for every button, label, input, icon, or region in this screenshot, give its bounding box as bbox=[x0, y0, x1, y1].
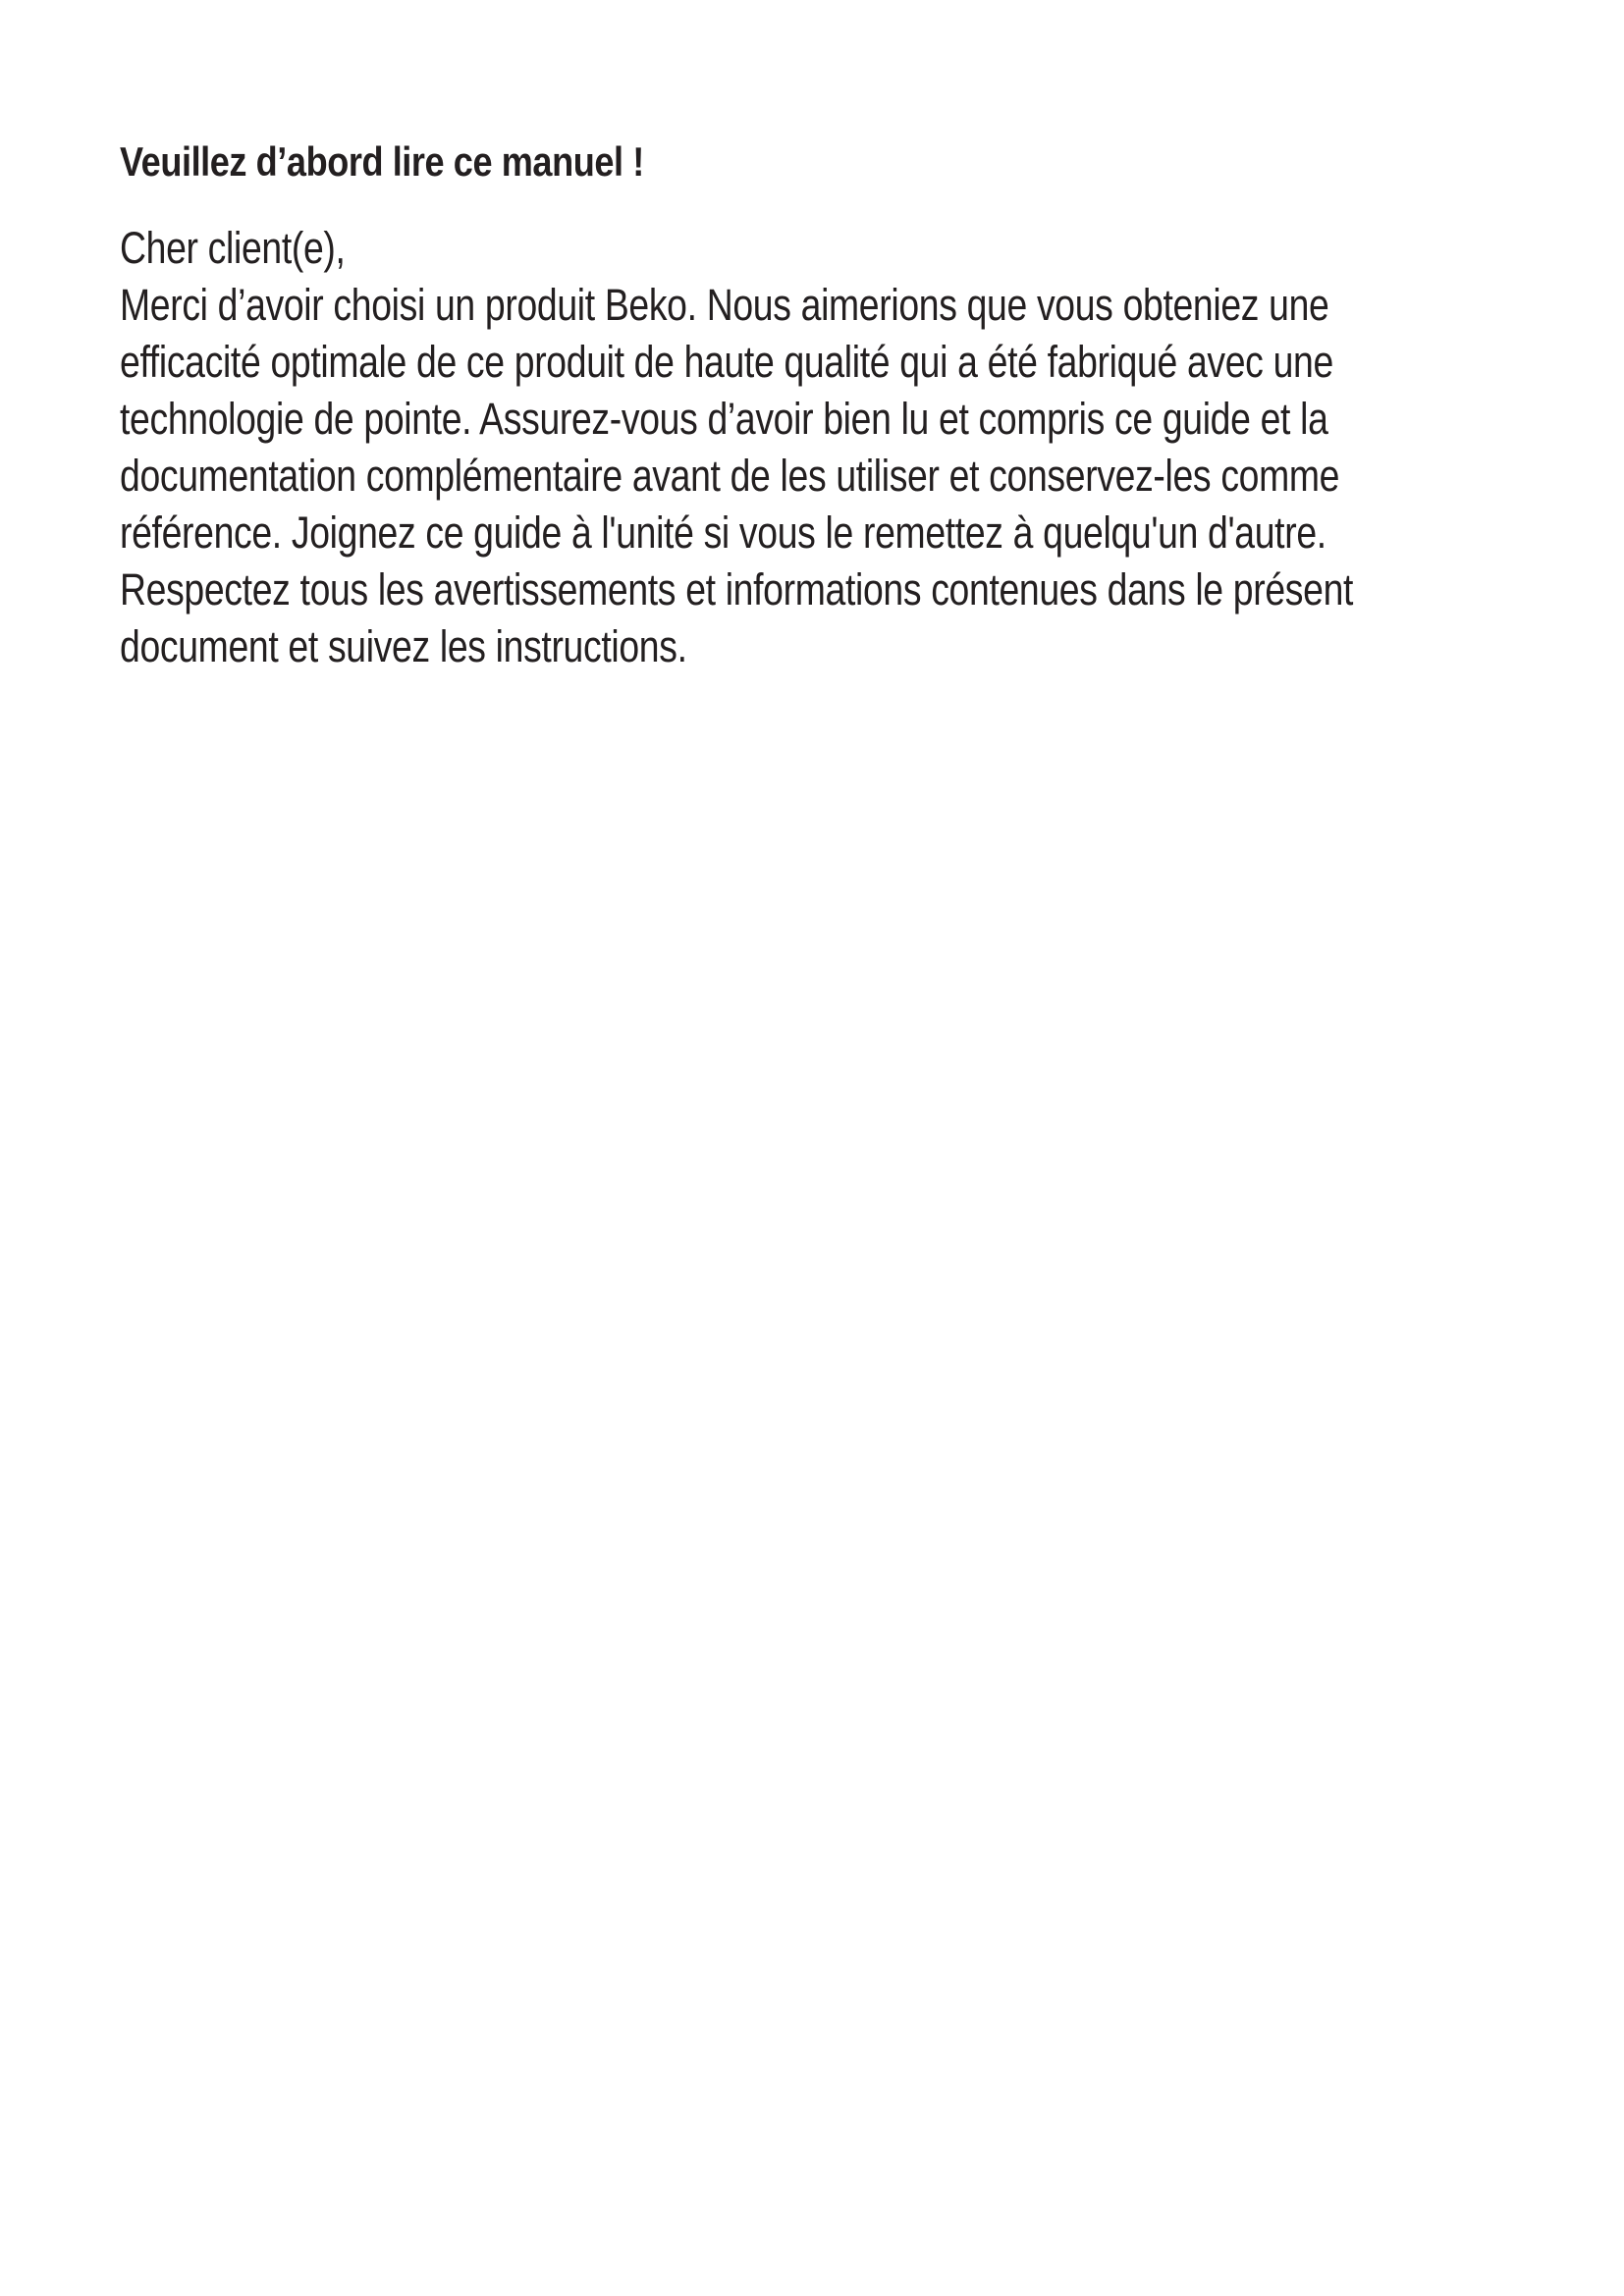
paragraph-line: documentation complémentaire avant de les utiliser et conservez-les comme bbox=[120, 451, 1340, 501]
paragraph-line: Respectez tous les avertissements et informations contenues dans le présent bbox=[120, 564, 1354, 614]
paragraph-line: efficacité optimale de ce produit de haute qualité qui a été fabriqué avec une bbox=[120, 337, 1333, 387]
page-content bbox=[120, 137, 1514, 671]
salutation: Cher client(e), bbox=[120, 223, 346, 273]
page-heading: Veuillez d’abord lire ce manuel ! bbox=[120, 138, 644, 185]
paragraph-line: Merci d’avoir choisi un produit Beko. Nous aimerions que vous obteniez une bbox=[120, 280, 1329, 330]
paragraph-line: document et suivez les instructions. bbox=[120, 621, 687, 671]
paragraph-line: référence. Joignez ce guide à l'unité si vous le remettez à quelqu'un d'autre. bbox=[120, 507, 1326, 558]
intro-text-block bbox=[120, 220, 1514, 675]
paragraph-line: technologie de pointe. Assurez-vous d’avoir bien lu et compris ce guide et la bbox=[120, 394, 1328, 444]
